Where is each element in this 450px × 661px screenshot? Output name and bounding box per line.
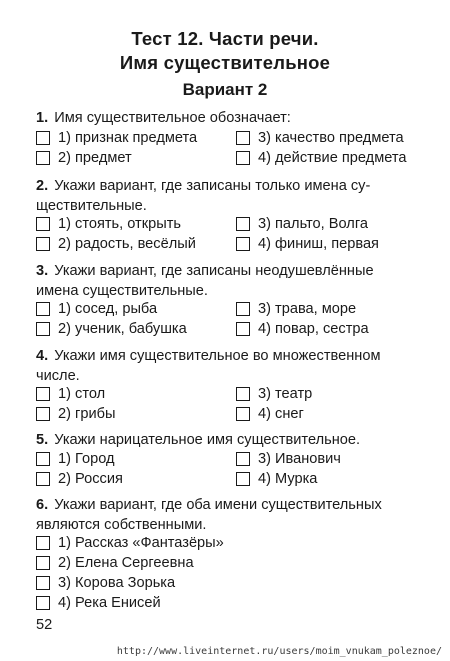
option-label: 4) Река Енисей [58, 595, 161, 611]
question-5 [36, 431, 422, 451]
answer-checkbox[interactable] [36, 452, 50, 466]
question-number: 2. [36, 178, 49, 194]
question-text: Имя существительное обозначает: [54, 110, 291, 126]
answer-checkbox[interactable] [36, 302, 50, 316]
watermark-url: http://www.liveinternet.ru/users/moim_vnukam_poleznoe/ [116, 646, 442, 657]
answer-checkbox[interactable] [236, 322, 250, 336]
question-1 [36, 109, 422, 129]
option-label: 1) Рассказ «Фантазёры» [58, 535, 224, 551]
answer-checkbox[interactable] [36, 556, 50, 570]
page-number: 52 [36, 617, 53, 633]
answer-checkbox[interactable] [36, 576, 50, 590]
option-label: 2) радость, весёлый [58, 236, 196, 252]
question-text-cont: являются собственными. [36, 516, 207, 533]
option-label: 1) сосед, рыба [58, 301, 158, 317]
option-label: 4) финиш, первая [258, 236, 379, 252]
answer-checkbox[interactable] [236, 151, 250, 165]
option-label: 4) повар, сестра [258, 321, 369, 337]
answer-checkbox[interactable] [36, 387, 50, 401]
option-label: 1) стоять, открыть [58, 216, 182, 232]
option-label: 4) снег [258, 406, 304, 422]
option-label: 2) грибы [58, 406, 116, 422]
option-label: 1) Город [58, 451, 115, 467]
question-text: Укажи вариант, где записаны неодушевлённые [54, 263, 374, 279]
question-text: Укажи нарицательное имя существительное. [54, 432, 361, 448]
answer-checkbox[interactable] [36, 151, 50, 165]
answer-checkbox[interactable] [36, 217, 50, 231]
option-label: 2) ученик, бабушка [58, 321, 187, 337]
answer-checkbox[interactable] [236, 131, 250, 145]
option-label: 4) Мурка [258, 471, 318, 487]
option-label: 3) трава, море [258, 301, 357, 317]
option-label: 2) Россия [58, 471, 123, 487]
page-subtitle: Имя существительное [119, 52, 331, 73]
question-6 [36, 496, 422, 535]
option-label: 3) Корова Зорька [58, 575, 176, 591]
question-text: Укажи вариант, где записаны только имена су- [54, 178, 371, 194]
question-4 [36, 347, 422, 386]
page-title: Тест 12. Части речи. [131, 28, 319, 49]
option-label: 2) предмет [58, 150, 132, 166]
option-label: 2) Елена Сергеевна [58, 555, 194, 571]
option-label: 1) признак предмета [58, 130, 198, 146]
option-label: 3) качество предмета [258, 130, 404, 146]
option-label: 3) театр [258, 386, 313, 402]
question-number: 4. [36, 348, 49, 364]
question-2 [36, 177, 422, 216]
option-label: 3) пальто, Волга [258, 216, 368, 232]
answer-checkbox[interactable] [236, 302, 250, 316]
question-number: 6. [36, 497, 49, 513]
question-text-cont: имена существительные. [36, 282, 208, 299]
question-text-cont: числе. [36, 367, 80, 384]
question-text: Укажи вариант, где оба имени существительных [54, 497, 382, 513]
question-number: 3. [36, 263, 49, 279]
answer-checkbox[interactable] [236, 237, 250, 251]
answer-checkbox[interactable] [236, 407, 250, 421]
option-label: 4) действие предмета [258, 150, 407, 166]
question-number: 5. [36, 432, 49, 448]
question-number: 1. [36, 110, 49, 126]
answer-checkbox[interactable] [36, 131, 50, 145]
question-text-cont: ществительные. [36, 197, 147, 214]
answer-checkbox[interactable] [36, 322, 50, 336]
answer-checkbox[interactable] [236, 217, 250, 231]
answer-checkbox[interactable] [36, 596, 50, 610]
question-3 [36, 262, 422, 301]
answer-checkbox[interactable] [36, 237, 50, 251]
option-label: 3) Иванович [258, 451, 341, 467]
answer-checkbox[interactable] [236, 472, 250, 486]
answer-checkbox[interactable] [236, 452, 250, 466]
answer-checkbox[interactable] [36, 472, 50, 486]
answer-checkbox[interactable] [36, 536, 50, 550]
question-text: Укажи имя существительное во множественном [54, 348, 381, 364]
variant-label: Вариант 2 [182, 80, 268, 99]
option-label: 1) стол [58, 386, 106, 402]
answer-checkbox[interactable] [236, 387, 250, 401]
answer-checkbox[interactable] [36, 407, 50, 421]
